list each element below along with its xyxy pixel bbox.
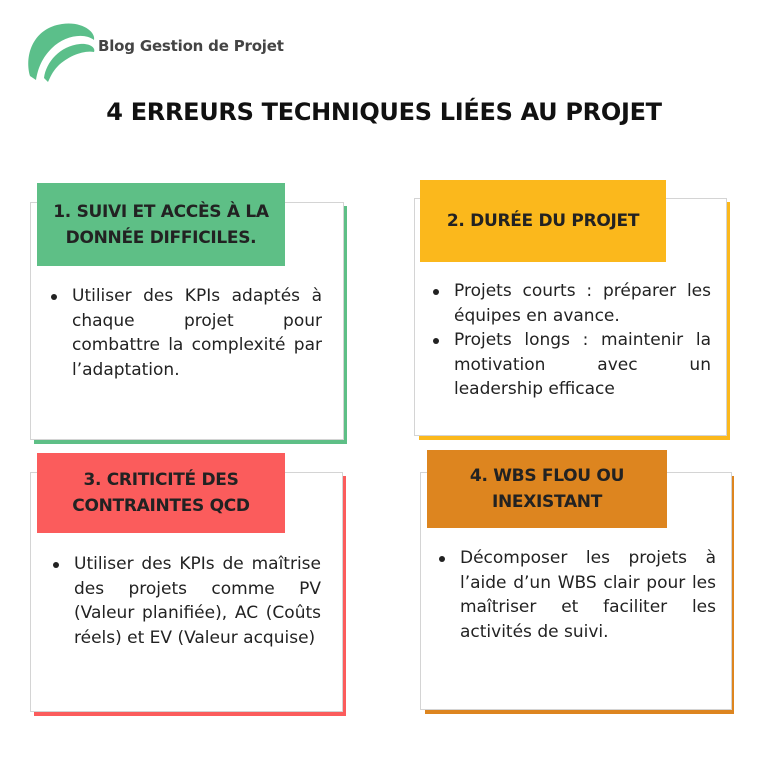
page-title: 4 ERREURS TECHNIQUES LIÉES AU PROJET (106, 98, 662, 126)
card-2-heading: 2. DURÉE DU PROJET (420, 180, 666, 262)
card-3-heading: 3. CRITICITÉ DES CONTRAINTES QCD (37, 453, 285, 533)
list-item: Décomposer les projets à l’aide d’un WBS clair pour les maîtriser et faciliter les activités de suivi. (436, 546, 716, 644)
blog-logo-icon (24, 18, 96, 82)
list-item: Projets courts : préparer les équipes en avance. (430, 279, 711, 328)
card-1-list (48, 284, 322, 382)
card-4-list (436, 546, 716, 644)
brand-name: Blog Gestion de Projet (98, 37, 284, 55)
card-3-list (50, 552, 321, 650)
list-item: Projets longs : maintenir la motivation avec un leadership efficace (430, 328, 711, 402)
card-1-heading: 1. SUIVI ET ACCÈS À LA DONNÉE DIFFICILES. (37, 183, 285, 266)
card-2-list (430, 279, 711, 402)
list-item: Utiliser des KPIs de maîtrise des projets comme PV (Valeur planifiée), AC (Coûts réels) et EV (Valeur acquise) (50, 552, 321, 650)
card-4-heading: 4. WBS FLOU OU INEXISTANT (427, 450, 667, 528)
list-item: Utiliser des KPIs adaptés à chaque projet pour combattre la complexité par l’adaptation. (48, 284, 322, 382)
